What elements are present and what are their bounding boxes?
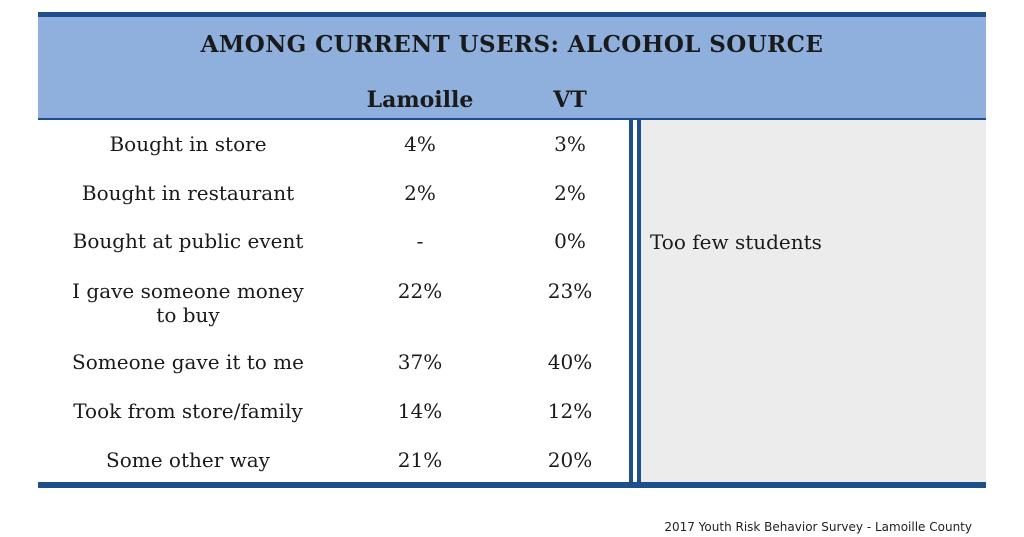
row-label: Bought at public event xyxy=(72,229,304,253)
vt-value: 12% xyxy=(547,399,593,423)
vt-value: 20% xyxy=(547,448,593,472)
lamoille-value: 14% xyxy=(397,399,443,423)
lamoille-value: - xyxy=(416,229,424,253)
lamoille-value: 37% xyxy=(397,350,443,374)
vt-value: 2% xyxy=(554,181,586,205)
row-label-line2: to buy xyxy=(156,303,220,327)
note-panel xyxy=(640,120,986,482)
table-title: AMONG CURRENT USERS: ALCOHOL SOURCE xyxy=(200,31,824,58)
lamoille-value: 4% xyxy=(404,132,436,156)
column-header-lamoille: Lamoille xyxy=(366,87,474,113)
vt-value: 40% xyxy=(547,350,593,374)
vt-value: 3% xyxy=(554,132,586,156)
vt-value: 23% xyxy=(547,279,593,303)
lamoille-value: 22% xyxy=(397,279,443,303)
lamoille-value: 2% xyxy=(404,181,436,205)
row-label: Some other way xyxy=(106,448,270,472)
table-header xyxy=(38,17,986,118)
row-label: Someone gave it to me xyxy=(72,350,304,374)
row-label-line1: I gave someone money xyxy=(72,279,304,303)
row-label: Bought in store xyxy=(109,132,267,156)
row-label: Took from store/family xyxy=(73,399,303,423)
alcohol-source-table xyxy=(38,12,986,488)
vt-value: 0% xyxy=(554,229,586,253)
row-label: Bought in restaurant xyxy=(81,181,295,205)
note-text: Too few students xyxy=(650,230,822,254)
lamoille-value: 21% xyxy=(397,448,443,472)
source-caption: 2017 Youth Risk Behavior Survey - Lamoille County xyxy=(664,520,972,534)
bottom-rule xyxy=(38,482,986,488)
column-header-vt: VT xyxy=(553,87,587,113)
